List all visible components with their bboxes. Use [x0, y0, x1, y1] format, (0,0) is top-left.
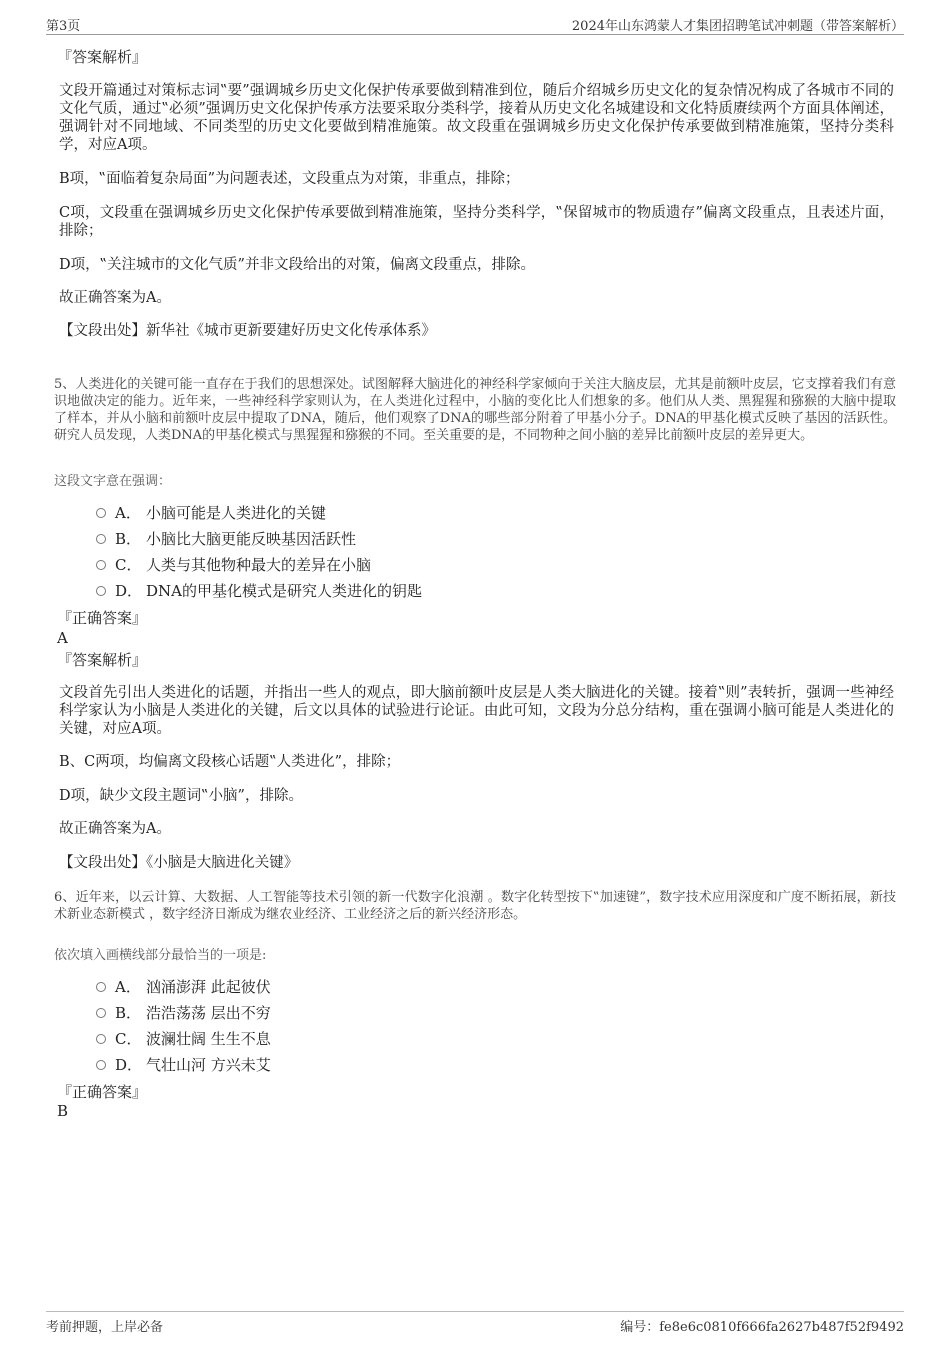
option-b[interactable]: B． 浩浩荡荡 层出不穷	[96, 1003, 271, 1023]
radio-icon[interactable]	[96, 1034, 106, 1044]
footer-slogan: 考前押题，上岸必备	[46, 1320, 164, 1335]
analysis-label: 『答案解析』	[57, 651, 148, 669]
analysis-label: 『答案解析』	[57, 48, 148, 66]
question-6-prompt: 依次填入画横线部分最恰当的一项是:	[54, 948, 267, 963]
passage-source: 【文段出处】《小脑是大脑进化关键》	[59, 855, 299, 871]
analysis-conclusion: 故正确答案为A。	[59, 821, 171, 837]
option-a[interactable]: A． 小脑可能是人类进化的关键	[96, 503, 326, 523]
question-5-text: 5、人类进化的关键可能一直存在于我们的思想深处。试图解释大脑进化的神经科学家倾向于关注大脑皮层，尤其是前额叶皮层，它支撑着我们有意识地做决定的能力。近年来，一些神经科学家则认为，在人类进化过程中，小脑的变化比人们想象的多。他们从人类、黑猩猩和猕猴的大脑中提取了样本，并从小脑和前额叶皮层中提取了DNA，随后，他们观察了DNA的哪些部分附着了甲基小分子。DNA的甲基化模式反映了基因的活跃性。研究人员发现，人类DNA的甲基化模式与黑猩猩和猕猴的不同。至关重要的是，不同物种之间小脑的差异比前额叶皮层的差异更大。	[54, 377, 896, 443]
correct-answer-label: 『正确答案』	[57, 609, 148, 627]
document-id: 编号：fe8e6c0810f666fa2627b487f52f9492	[620, 1320, 904, 1335]
analysis-option-bc: B、C两项，均偏离文段核心话题‟人类进化”，排除；	[59, 754, 401, 770]
option-c[interactable]: C． 波澜壮阔 生生不息	[96, 1029, 271, 1049]
radio-icon[interactable]	[96, 508, 106, 518]
analysis-conclusion: 故正确答案为A。	[59, 290, 171, 306]
analysis-paragraph: 文段首先引出人类进化的话题，并指出一些人的观点，即大脑前额叶皮层是人类大脑进化的关键。接着‟则”表转折，强调一些神经科学家认为小脑是人类进化的关键，后文以具体的试验进行论证。由此可知，文段为分总分结构，重在强调小脑可能是人类进化的关键，对应A项。	[59, 685, 894, 737]
radio-icon[interactable]	[96, 586, 106, 596]
option-a[interactable]: A． 汹涌澎湃 此起彼伏	[96, 977, 271, 997]
radio-icon[interactable]	[96, 560, 106, 570]
correct-answer: A	[57, 629, 68, 647]
analysis-option-c: C项，文段重在强调城乡历史文化保护传承要做到精准施策，坚持分类科学，‟保留城市的物质遗存”偏离文段重点，且表述片面，排除；	[59, 205, 894, 239]
page-header	[46, 14, 904, 35]
option-d[interactable]: D． 气壮山河 方兴未艾	[96, 1055, 271, 1075]
radio-icon[interactable]	[96, 982, 106, 992]
radio-icon[interactable]	[96, 534, 106, 544]
correct-answer-label: 『正确答案』	[57, 1083, 148, 1101]
correct-answer: B	[57, 1102, 69, 1120]
option-c[interactable]: C． 人类与其他物种最大的差异在小脑	[96, 555, 371, 575]
option-b[interactable]: B． 小脑比大脑更能反映基因活跃性	[96, 529, 356, 549]
radio-icon[interactable]	[96, 1008, 106, 1018]
analysis-option-d: D项，‟关注城市的文化气质”并非文段给出的对策，偏离文段重点，排除。	[59, 257, 535, 273]
document-title: 2024年山东鸿蒙人才集团招聘笔试冲刺题（带答案解析）	[571, 19, 904, 34]
passage-source: 【文段出处】新华社《城市更新要建好历史文化传承体系》	[59, 323, 436, 339]
analysis-paragraph: 文段开篇通过对策标志词‟要”强调城乡历史文化保护传承要做到精准到位，随后介绍城乡历史文化的复杂情况构成了各城市不同的文化气质，通过‟必须”强调历史文化保护传承方法要采取分类科学，接着从历史文化名城建设和文化特质赓续两个方面具体阐述，强调针对不同地域、不同类型的历史文化要做到精准施策。故文段重在强调城乡历史文化保护传承要做到精准施策，坚持分类科学，对应A项。	[59, 83, 894, 153]
radio-icon[interactable]	[96, 1060, 106, 1070]
question-6-text: 6、近年来，以云计算、大数据、人工智能等技术引领的新一代数字化浪潮 。数字化转型按下‟加速键”，数字技术应用深度和广度不断拓展，新技术新业态新模式 ，数字经济日渐成为继农业经济、工业经济之后的新兴经济形态。	[54, 890, 896, 922]
analysis-option-b: B项，‟面临着复杂局面”为问题表述，文段重点为对策，非重点，排除；	[59, 171, 520, 187]
question-5-prompt: 这段文字意在强调：	[54, 474, 172, 489]
page-footer	[46, 1311, 904, 1334]
page-number: 第3页	[46, 19, 81, 34]
analysis-option-d: D项，缺少文段主题词‟小脑”，排除。	[59, 788, 303, 804]
option-d[interactable]: D． DNA的甲基化模式是研究人类进化的钥匙	[96, 581, 422, 601]
